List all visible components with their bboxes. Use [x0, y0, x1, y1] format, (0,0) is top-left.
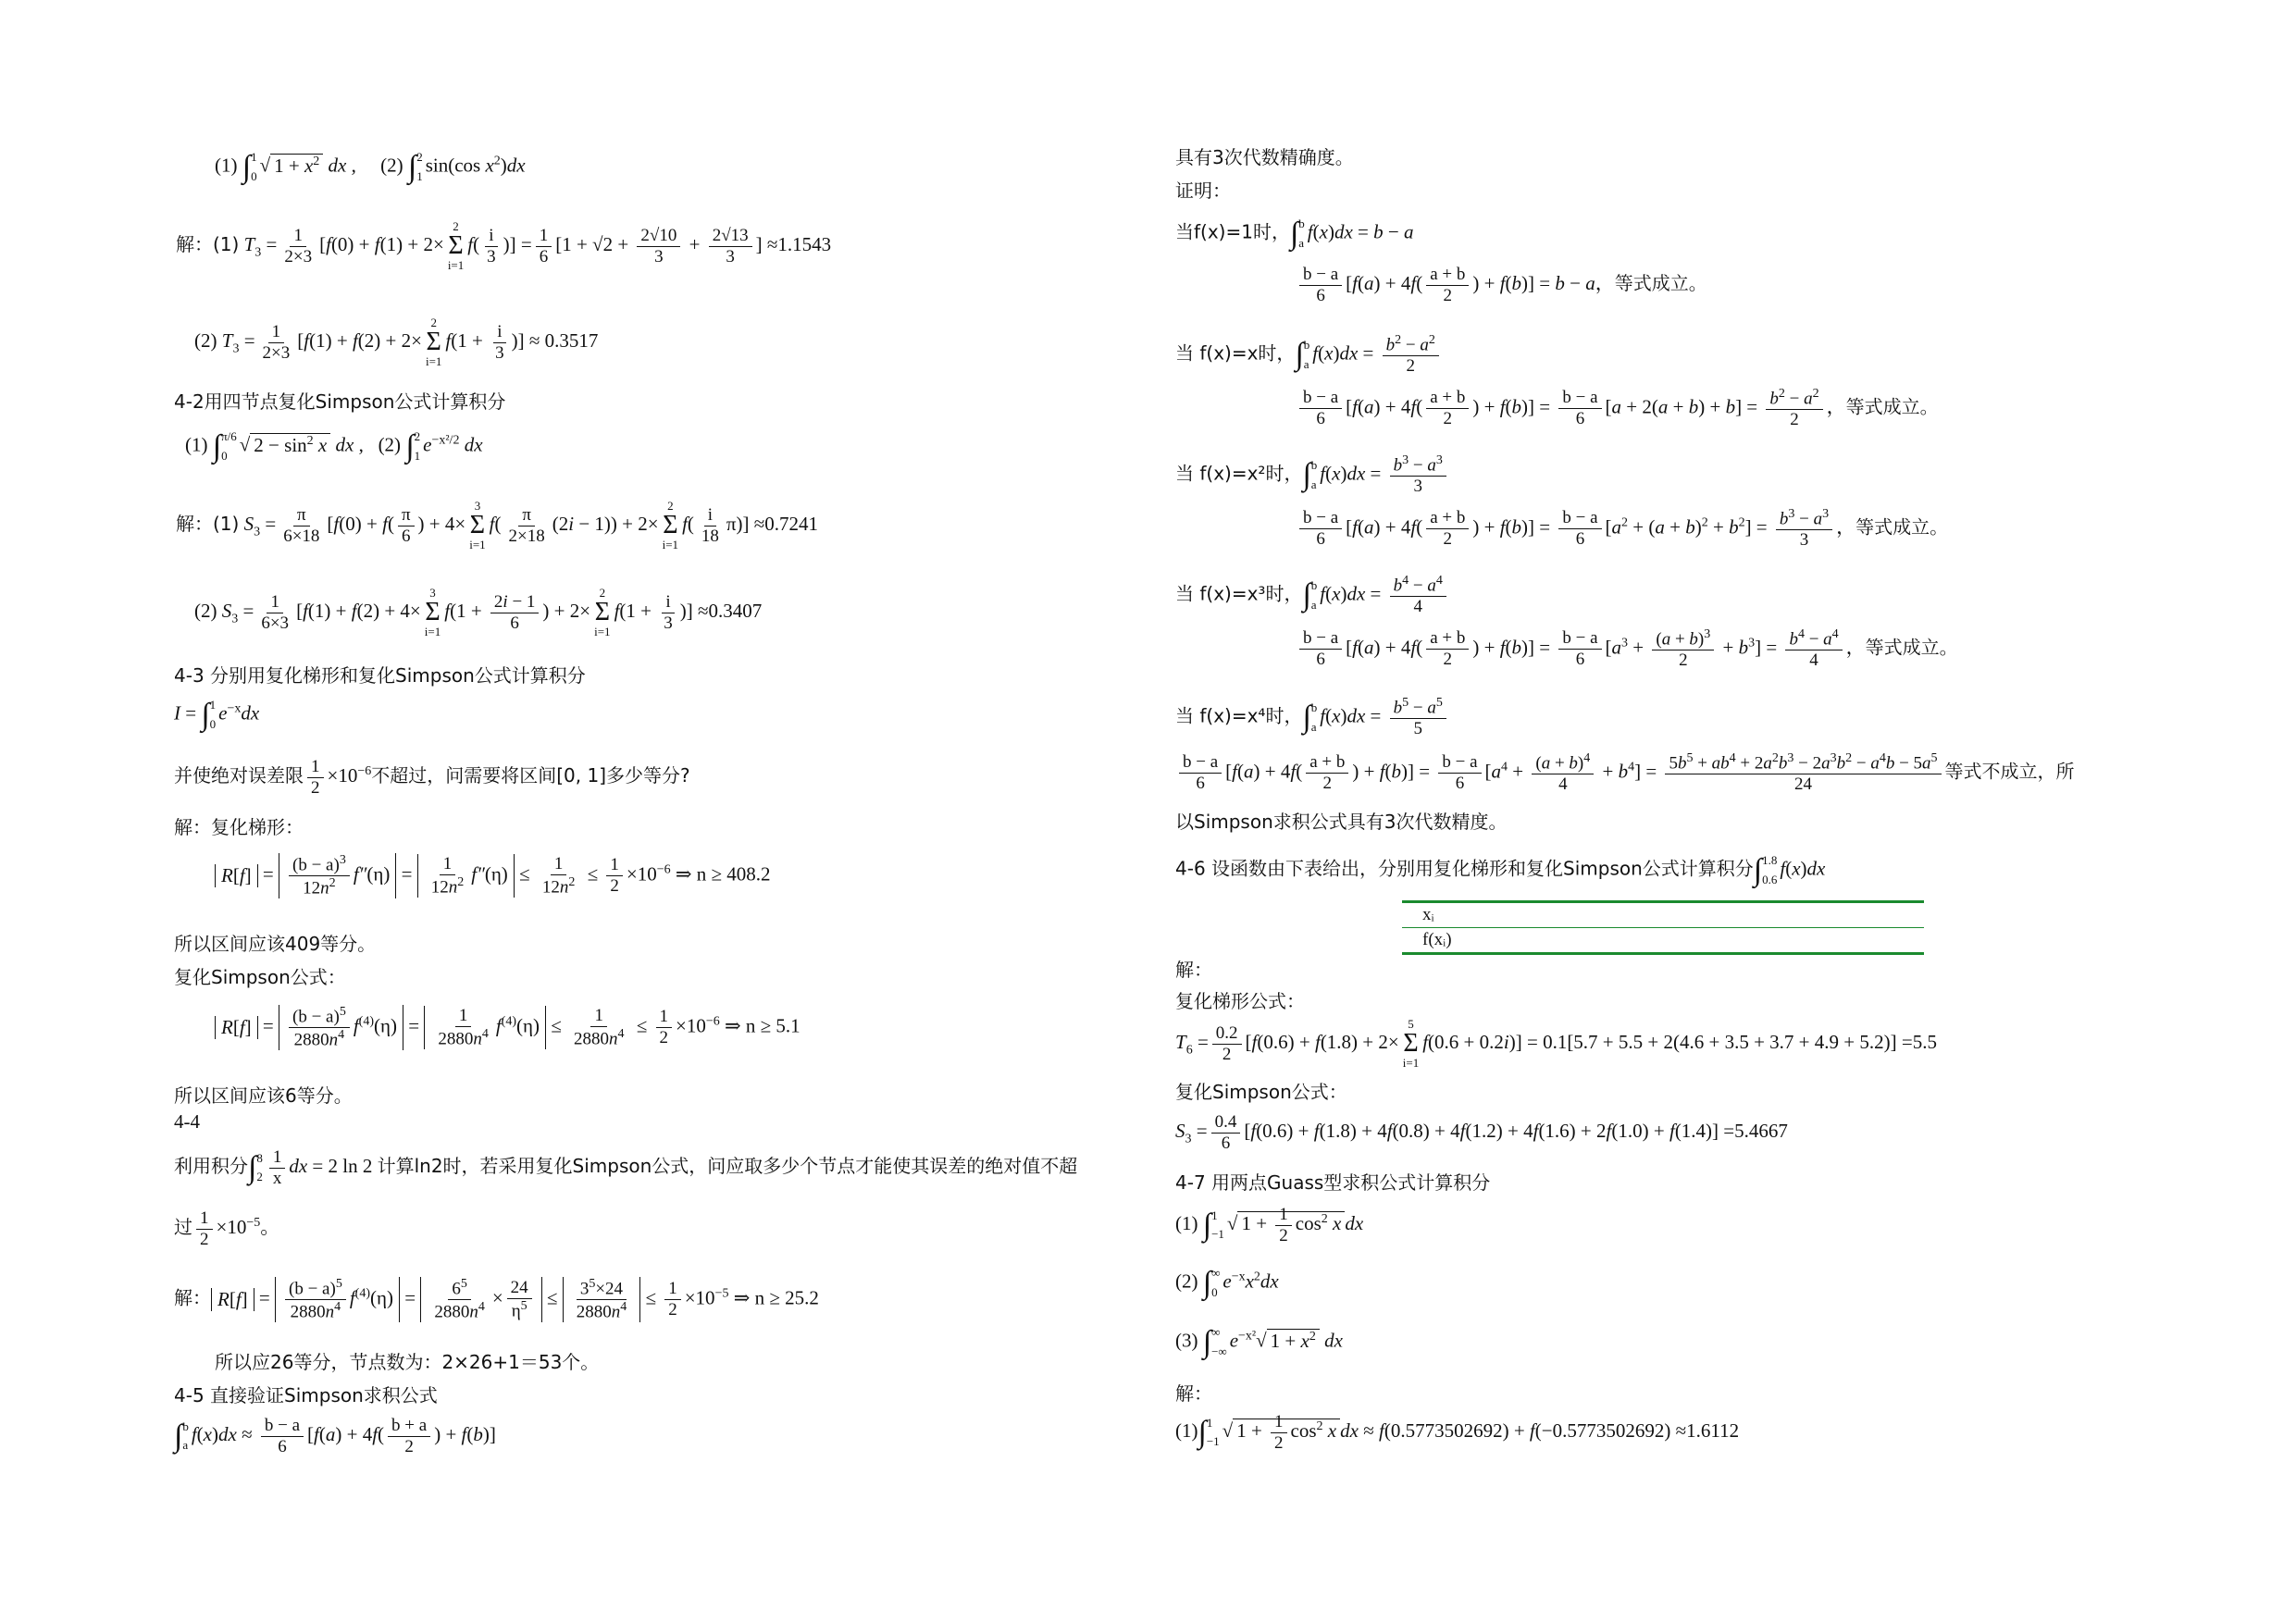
- case-3-check: $\frac{b - a}{6}$ [f(a) + 4f( $\frac{a + b}{2}$ ) + f(b)] = $\frac{b - a}{6}$ $[a^2 + (a + b)^2 + b^2]$ = $\frac{b^3 - a^3}{3}$ ，等式成立。: [1296, 507, 1948, 551]
- p46-trap-formula: $T_6$ = $\frac{0.2}{2}$ [f(0.6) + f(1.8) + 2× 5 Σ i=1 f(0.6 + 0.2i)] = 0.1[5.7 + 5.5 + 2(4.6 + 3.5 + 3.7 + 4.9 + 5.2)] =5.5: [1175, 1017, 1937, 1071]
- table-bottom-rule: [1402, 952, 1924, 955]
- case-5-conclusion: 以Simpson求积公式具有3次代数精度。: [1175, 811, 1508, 833]
- p43-title: 4-3 分别用复化梯形和复化Simpson公式计算积分: [174, 664, 586, 687]
- p43-simp-conclusion: 所以区间应该6等分。: [174, 1084, 353, 1107]
- case-3: 当 f(x)=x²时，∫ b a f(x)dx = $\frac{b^3 - a^3}{3}$: [1175, 453, 1450, 497]
- p43-simp-error: R[f] = $\frac{(b - a)^5}{2880n^4}$ $f^{(4)}(\eta)$ = $\frac{1}{2880n^4}$ $f^{(4)}(\eta)$ ≤ $\frac{1}{2880n^4}$ ≤ $\frac{1}{2}$ $\times 10^{-6}$ ⇒ n ≥ 5.1: [215, 1005, 800, 1050]
- p44-question-2: 过 $\frac{1}{2}$ $\times 10^{-5}$。: [174, 1208, 280, 1249]
- p45-title: 4-5 直接验证Simpson求积公式: [174, 1384, 438, 1406]
- p45-formula: ∫ b a f(x)dx ≈ $\frac{b - a}{6}$ [f(a) + 4f( $\frac{b + a}{2}$ ) + f(b)]: [174, 1416, 496, 1456]
- case-5: 当 f(x)=x⁴时，∫ b a f(x)dx = $\frac{b^5 - a^5}{5}$: [1175, 696, 1450, 739]
- case-4-check: $\frac{b - a}{6}$ [f(a) + 4f( $\frac{a + b}{2}$ ) + f(b)] = $\frac{b - a}{6}$ [$a^3$ + $\frac{(a + b)^3}{2}$ + $b^3$] = $\frac{b^4 - a^4}{4}$ ，等式成立。: [1296, 627, 1958, 671]
- p41-integrals: (1) ∫ 1 0 √ $1 + x^2$ dx , (2) ∫ 2 1 sin(cos $x^2)dx$: [215, 149, 526, 184]
- p43-simp-label: 复化Simpson公式：: [174, 966, 346, 988]
- p42-title: 4-2用四节点复化Simpson公式计算积分: [174, 390, 506, 413]
- p47-integral-2: (2) ∫ ∞ 0 $e^{-x}x^2dx$: [1175, 1265, 1279, 1300]
- p42-integrals: (1) ∫ π/6 0 √ $2 - \sin^2 x$ dx , (2) ∫ 2 1 $e^{-x^2/2}$ dx: [185, 428, 483, 464]
- case-1-check: $\frac{b - a}{6}$ [f(a) + 4f( $\frac{a + b}{2}$ ) + f(b)] = b − a，等式成立。: [1296, 265, 1707, 306]
- p44-conclusion: 所以应26等分，节点数为：2×26+1＝53个。: [215, 1351, 600, 1373]
- table-row-x: xᵢ: [1422, 905, 1434, 924]
- case-5-check: $\frac{b - a}{6}$ [f(a) + 4f( $\frac{a + b}{2}$ ) + f(b)] = $\frac{b - a}{6}$ [$a^4$ + $\frac{(a + b)^4}{4}$ + $b^4$] = $\frac{5b^5 + ab^4 + 2a^2b^3 - 2a^3b^2 - a^4b - 5a^5}{24}$ 等式不成立，所: [1175, 751, 2075, 795]
- case-2: 当 f(x)=x时，∫ b a f(x)dx = $\frac{b^2 - a^2}{2}$: [1175, 333, 1443, 377]
- proof-label: 证明：: [1175, 180, 1231, 202]
- p43-integral: I = ∫ 1 0 $e^{-x}dx$: [174, 697, 260, 732]
- p41-solution-1: 解：(1) $T_3$ = $\frac{1}{2\times 3}$ [f(0) + f(1) + 2× 2 Σ i=1 f( $\frac{i}{3}$ )] = $\frac{1}{6}$ [1 + √2 + $\frac{2√10}{3}$ + $\frac{2√13}{3}$ ] ≈1.1543: [176, 219, 832, 273]
- p44-title: 4-4: [174, 1110, 200, 1133]
- p44-question-1: 利用积分∫ 8 2 $\frac{1}{x}$ dx = 2 ln 2 计算ln2时，若采用复化Simpson公式，问应取多少个节点才能使其误差的绝对值不超: [174, 1147, 1078, 1188]
- p43-trap-conclusion: 所以区间应该409等分。: [174, 933, 377, 955]
- p44-solution: 解： R[f] = $\frac{(b - a)^5}{2880n^4}$ $f^{(4)}(\eta)$ = $\frac{6^5}{2880n^4}$ × $\frac{24}{\eta^5}$ ≤ $\frac{3^5\times 24}{2880n^4}$ ≤ $\frac{1}{2}$ $\times 10^{-5}$ ⇒ n ≥ 25.2: [174, 1277, 819, 1322]
- p47-title: 4-7 用两点Guass型求积公式计算积分: [1175, 1171, 1491, 1194]
- p43-question: 并使绝对误差限 $\frac{1}{2}$ $\times 10^{-6}$不超过，问需要将区间[0, 1]多少等分?: [174, 757, 690, 798]
- p46-trap-label: 复化梯形公式：: [1175, 990, 1305, 1012]
- p45-continuation: 具有3次代数精确度。: [1175, 146, 1354, 168]
- p47-solution-1: (1)∫ 1 −1 √ 1 + $\frac{1}{2}$ $\cos^2 x$ dx ≈ f(0.5773502692) + f(−0.5773502692) ≈1.6112: [1175, 1412, 1740, 1453]
- case-1: 当f(x)=1时，∫ b a f(x)dx = b − a: [1175, 216, 1414, 251]
- p46-solution-label: 解：: [1175, 959, 1212, 981]
- p47-integral-3: (3) ∫ ∞ −∞ $e^{-x^2}√$ $1 + x^2$ dx: [1175, 1324, 1343, 1359]
- p41-solution-2: (2) $T_3$ = $\frac{1}{2\times 3}$ [f(1) + f(2) + 2× 2 Σ i=1 f(1 + $\frac{i}{3}$ )] ≈ 0.3517: [194, 316, 599, 369]
- p46-title: 4-6 设函数由下表给出，分别用复化梯形和复化Simpson公式计算积分∫ 1.8 0.6 f(x)dx: [1175, 852, 1826, 887]
- data-table: [1402, 900, 1924, 955]
- p47-integral-1: (1) ∫ 1 −1 √ 1 + $\frac{1}{2}$ $\cos^2 x$ dx: [1175, 1205, 1364, 1245]
- p43-trap-label: 解：复化梯形：: [174, 816, 304, 838]
- table-row-fx: f(xᵢ): [1422, 930, 1452, 949]
- p47-solution-label: 解：: [1175, 1382, 1212, 1405]
- p46-simp-label: 复化Simpson公式：: [1175, 1081, 1347, 1103]
- case-2-check: $\frac{b - a}{6}$ [f(a) + 4f( $\frac{a + b}{2}$ ) + f(b)] = $\frac{b - a}{6}$ [a + 2(a + b) + b] = $\frac{b^2 - a^2}{2}$ ，等式成立。: [1296, 387, 1939, 430]
- p43-trap-error: R[f] = $\frac{(b - a)^3}{12n^2}$ f″(η) = $\frac{1}{12n^2}$ f″(η) ≤ $\frac{1}{12n^2}$ ≤ $\frac{1}{2}$ $\times 10^{-6}$ ⇒ n ≥ 408.2: [215, 853, 771, 898]
- case-4: 当 f(x)=x³时，∫ b a f(x)dx = $\frac{b^4 - a^4}{4}$: [1175, 574, 1450, 617]
- p46-simp-formula: $S_3$ = $\frac{0.4}{6}$ [f(0.6) + f(1.8) + 4f(0.8) + 4f(1.2) + 4f(1.6) + 2f(1.0) + f(1.4)] =5.4667: [1175, 1112, 1788, 1153]
- p42-solution-2: (2) $S_3$ = $\frac{1}{6\times 3}$ [f(1) + f(2) + 4× 3 Σ i=1 f(1 + $\frac{2i - 1}{6}$ ) + 2× 2 Σ i=1 f(1 + $\frac{i}{3}$ )] ≈0.3407: [194, 586, 763, 639]
- p42-solution-1: 解：(1) $S_3$ = $\frac{\pi}{6\times 18}$ [f(0) + f( $\frac{\pi}{6}$ ) + 4× 3 Σ i=1 f( $\frac{\pi}{2\times 18}$ (2i − 1)) + 2× 2 Σ i=1 f( $\frac{i}{18}$ π)] ≈0.7241: [176, 499, 819, 552]
